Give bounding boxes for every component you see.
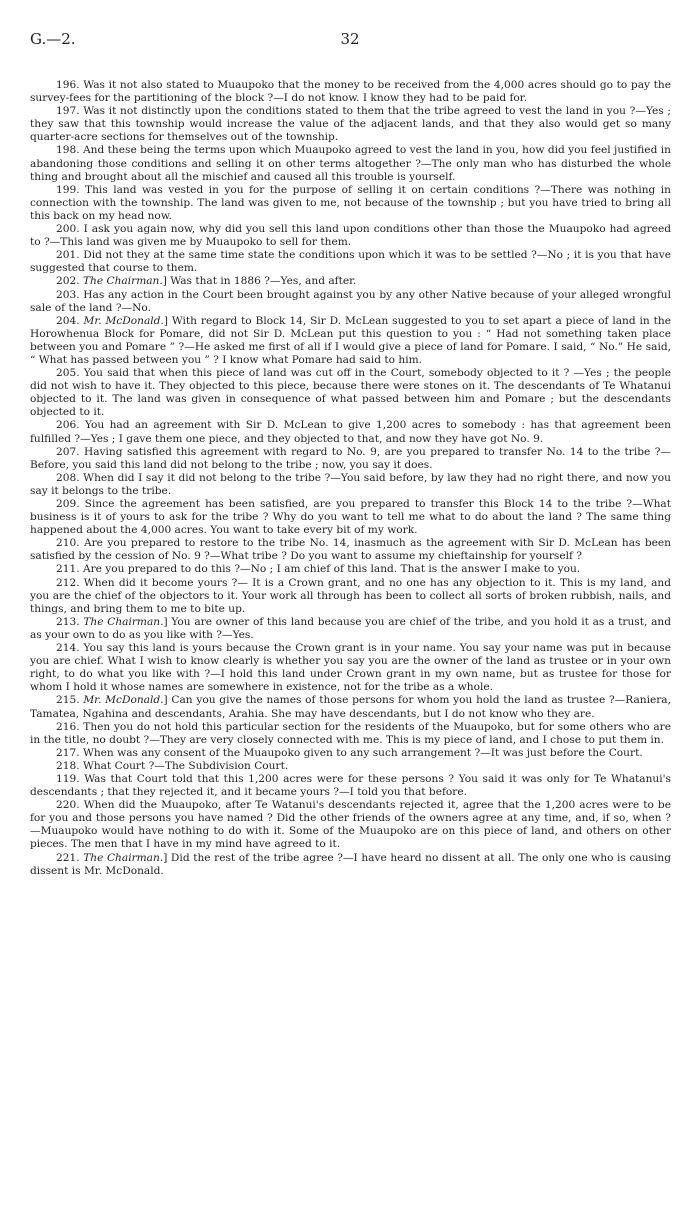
paragraph-199: 199. This land was vested in you for the purpose of selling it on certain conditions ?—There was nothing in connection with the township. The land was given to me, not because of the township ; but you have tried to bring all this back on my head now. — [30, 183, 671, 222]
paragraph-197: 197. Was it not distinctly upon the conditions stated to them that the tribe agreed to vest the land in you ?—Yes ; they saw that this township would increase the value of the adjacent lands, and that they also would get so many quarter-acre sections for themselves out of the township. — [30, 105, 671, 144]
paragraph-200: 200. I ask you again now, why did you sell this land upon conditions other than those the Muaupoko had agreed to ?—This land was given me by Muaupoko to sell for them. — [30, 223, 671, 249]
paragraph-205: 205. You said that when this piece of land was cut off in the Court, somebody objected to it ? —Yes ; the people did not wish to have it. They objected to this piece, because there were stones on it. The descendants of Te Whatanui objected to it. The land was given in consequence of what passed between him and Pomare ; but the descendants objected to it. — [30, 367, 671, 419]
paragraph-204: 204. Mr. McDonald.] With regard to Block 14, Sir D. McLean suggested to you to set apart a piece of land in the Horowhenua Block for Pomare, did not Sir D. McLean put this question to you : “ Had not something taken place between you and Pomare ” ?—He asked me first of all if I would give a piece of land for Pomare. I said, “ No.” He said, “ What has passed between you ” ? I know what Pomare had said to him. — [30, 314, 671, 366]
paragraph-201: 201. Did not they at the same time state the conditions upon which it was to be settled ?—No ; it is you that have suggested that course to them. — [30, 249, 671, 275]
paragraph-203: 203. Has any action in the Court been brought against you by any other Native because of your alleged wrongful sale of the land ?—No. — [30, 288, 671, 314]
paragraph-207: 207. Having satisfied this agreement with regard to No. 9, are you prepared to transfer No. 14 to the tribe ?—Before, you said this land did not belong to the tribe ; now, you say it does. — [30, 445, 671, 471]
paragraph-221: 221. The Chairman.] Did the rest of the tribe agree ?—I have heard no dissent at all. The only one who is causing dissent is Mr. McDonald. — [30, 851, 671, 877]
paragraph-210: 210. Are you prepared to restore to the tribe No. 14, inasmuch as the agreement with Sir D. McLean has been satisfied by the cession of No. 9 ?—What tribe ? Do you want to assume my chieftainship for yourself ? — [30, 537, 671, 563]
paragraph-198: 198. And these being the terms upon which Muaupoko agreed to vest the land in you, how did you feel justified in abandoning those conditions and selling it on other terms altogether ?—The only man who has disturbed the whole thing and brought about all the mischief and caused all this trouble is yourself. — [30, 144, 671, 183]
minutes-text — [30, 79, 671, 878]
paragraph-218: 218. What Court ?—The Subdivision Court. — [56, 759, 289, 772]
page-header — [30, 30, 670, 52]
paragraph-211: 211. Are you prepared to do this ?—No ; I am chief of this land. That is the answer I make to you. — [56, 563, 581, 576]
paragraph-215: 215. Mr. McDonald.] Can you give the names of those persons for whom you hold the land as trustee ?—Raniera, Tamatea, Ngahina and descendants, Arahia. She may have descendants, but I do not know who they are. — [30, 694, 671, 720]
paragraph-213: 213. The Chairman.] You are owner of this land because you are chief of the tribe, and you hold it as a trust, and as your own to do as you like with ?—Yes. — [30, 615, 671, 641]
paragraph-209: 209. Since the agreement has been satisfied, are you prepared to transfer this Block 14 to the tribe ?—What business is it of yours to ask for the tribe ? Why do you want to tell me what to do about the land ? The same thing happened about the 4,000 acres. You want to take every bit of my work. — [30, 498, 671, 537]
paragraph-214: 214. You say this land is yours because the Crown grant is in your name. You say your name was put in because you are chief. What I wish to know clearly is whether you say you are the owner of the land as trustee or in your own right, to do what you like with ?—I hold this land under Crown grant in my own name, but as trustee for those for whom I hold it whose names are somewhere in existence, not for the tribe as a whole. — [30, 642, 671, 694]
paragraph-216: 216. Then you do not hold this particular section for the residents of the Muaupoko, but for some others who are in the title, no doubt ?—They are very closely connected with me. This is my piece of land, and I chose to put them in. — [30, 720, 671, 746]
paragraph-196: 196. Was it not also stated to Muaupoko that the money to be received from the 4,000 acres should go to pay the survey-fees for the partitioning of the block ?—I do not know. I know they had to be paid for. — [30, 79, 671, 105]
paragraph-119: 119. Was that Court told that this 1,200 acres were for these persons ? You said it was only for Te Whatanui's descendants ; that they rejected it, and it became yours ?—I told you that before. — [30, 772, 671, 799]
paragraph-212: 212. When did it become yours ?— It is a Crown grant, and no one has any objection to it. This is my land, and you are the chief of the objectors to it. Your work all through has been to collect all sorts of broken rubbish, nails, and things, and bring them to me to bite up. — [30, 576, 671, 615]
paragraph-217: 217. When was any consent of the Muaupoko given to any such arrangement ?—It was just before the Court. — [56, 746, 643, 759]
page-number: 32 — [340, 30, 360, 48]
paragraph-208: 208. When did I say it did not belong to the tribe ?—You said before, by law they had no right there, and now you say it belongs to the tribe. — [30, 471, 671, 497]
paragraph-206: 206. You had an agreement with Sir D. McLean to give 1,200 acres to somebody : has that agreement been fulfilled ?—Yes ; I gave them one piece, and they objected to that, and now they have got No. 9. — [30, 419, 671, 445]
document-code: G.—2. — [30, 30, 76, 48]
paragraph-220: 220. When did the Muaupoko, after Te Watanui's descendants rejected it, agree that the 1,200 acres were to be for you and those persons you have named ? Did the other friends of the owners agree at any time, and, if so, when ?—Muaupoko would have nothing to do with it. Some of the Muaupoko are on this piece of land, and others on other pieces. The men that I have in my mind have agreed to it. — [30, 799, 671, 851]
paragraph-202: 202. The Chairman.] Was that in 1886 ?—Yes, and after. — [56, 275, 357, 288]
